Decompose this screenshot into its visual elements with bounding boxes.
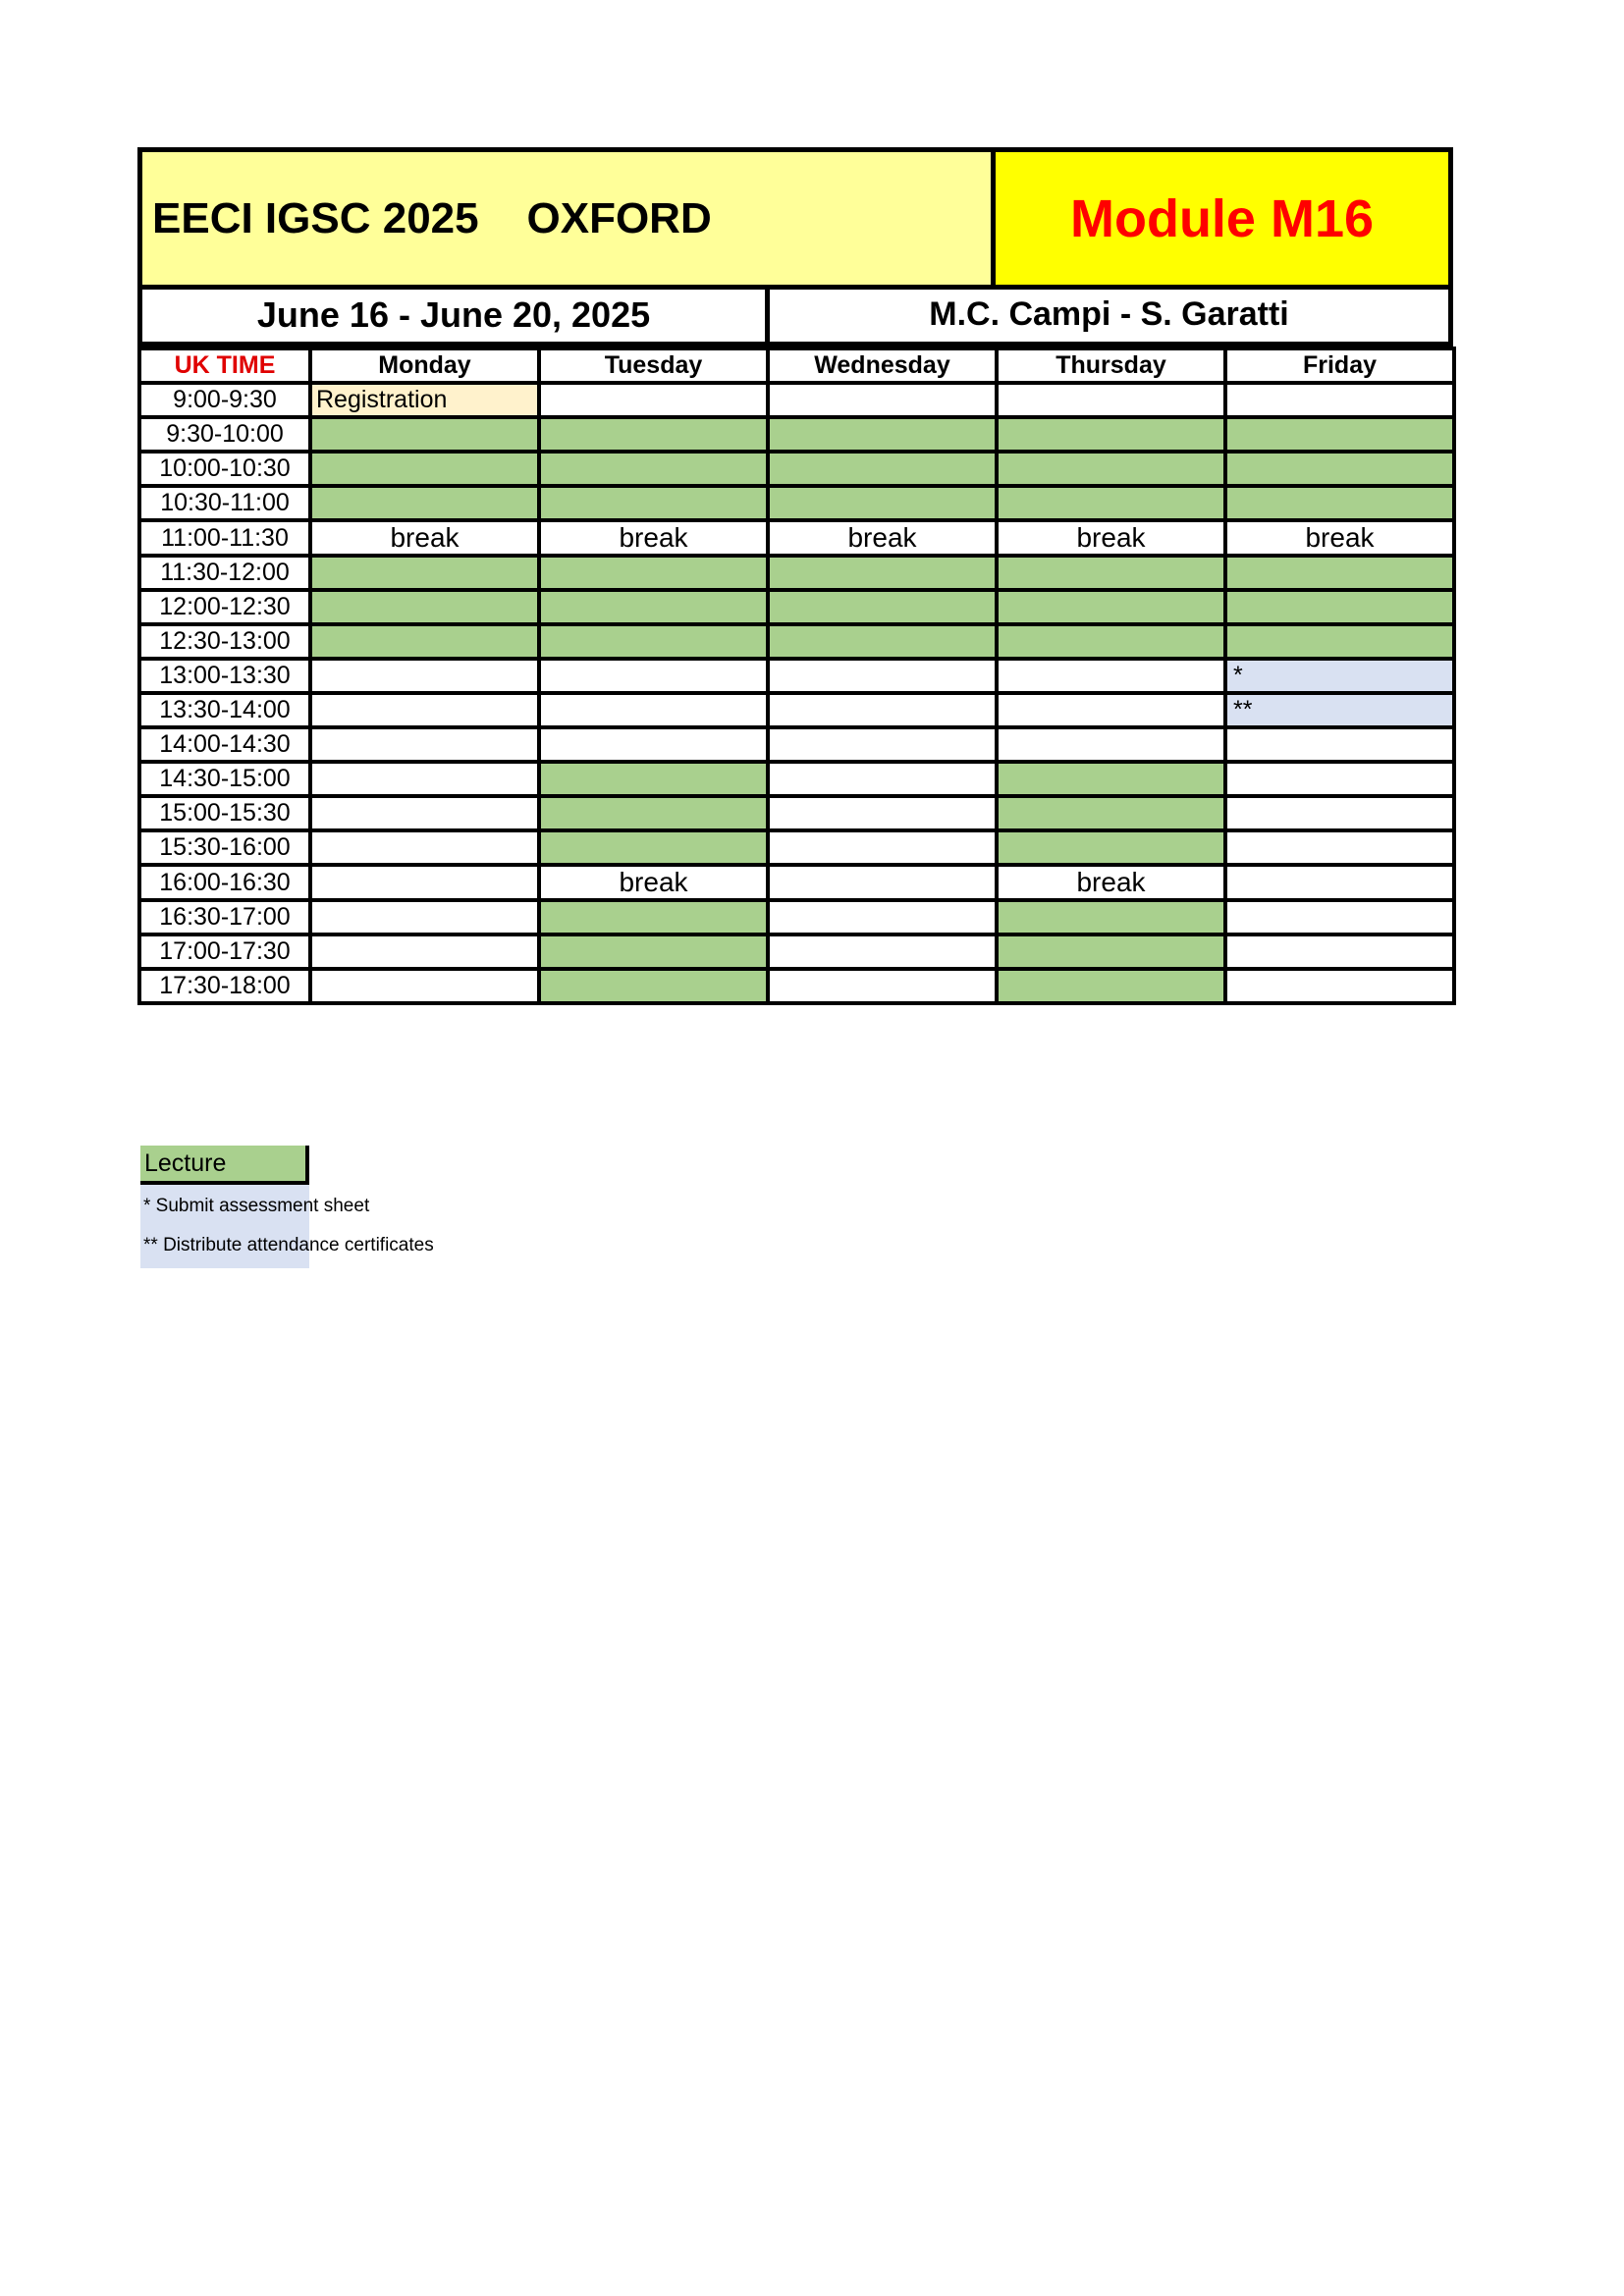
schedule-cell-friday: ** — [1225, 693, 1454, 727]
time-slot-cell: 15:30-16:00 — [139, 830, 310, 865]
time-slot-cell: 12:00-12:30 — [139, 590, 310, 624]
schedule-cell-wednesday — [768, 969, 997, 1003]
header-row — [137, 147, 1453, 290]
schedule-cell-thursday — [997, 762, 1225, 796]
schedule-cell-friday — [1225, 830, 1454, 865]
table-header-row — [139, 348, 1454, 383]
schedule-cell-tuesday — [539, 727, 768, 762]
schedule-cell-friday — [1225, 452, 1454, 486]
schedule-cell-tuesday — [539, 659, 768, 693]
schedule-cell-wednesday — [768, 383, 997, 417]
time-slot-cell: 16:30-17:00 — [139, 900, 310, 934]
schedule-cell-friday: break — [1225, 520, 1454, 556]
page-title: EECI IGSC 2025 OXFORD — [142, 152, 996, 285]
table-row — [139, 486, 1454, 520]
schedule-cell-thursday — [997, 486, 1225, 520]
table-row — [139, 417, 1454, 452]
schedule-cell-wednesday — [768, 762, 997, 796]
schedule-cell-tuesday: break — [539, 520, 768, 556]
schedule-cell-tuesday — [539, 969, 768, 1003]
schedule-cell-monday — [310, 556, 539, 590]
time-slot-cell: 13:30-14:00 — [139, 693, 310, 727]
schedule-cell-wednesday — [768, 727, 997, 762]
table-row — [139, 383, 1454, 417]
schedule-table — [137, 347, 1456, 1005]
schedule-cell-wednesday — [768, 693, 997, 727]
schedule-cell-tuesday — [539, 900, 768, 934]
schedule-cell-wednesday — [768, 900, 997, 934]
schedule-cell-wednesday — [768, 486, 997, 520]
schedule-cell-tuesday — [539, 624, 768, 659]
schedule-cell-thursday — [997, 624, 1225, 659]
schedule-cell-thursday: break — [997, 865, 1225, 900]
table-row — [139, 556, 1454, 590]
schedule-cell-thursday — [997, 900, 1225, 934]
schedule-cell-friday — [1225, 969, 1454, 1003]
column-header-friday: Friday — [1225, 348, 1454, 383]
schedule-cell-thursday — [997, 934, 1225, 969]
table-row — [139, 762, 1454, 796]
schedule-cell-friday — [1225, 727, 1454, 762]
schedule-cell-monday — [310, 452, 539, 486]
schedule-cell-friday — [1225, 417, 1454, 452]
table-row — [139, 900, 1454, 934]
schedule-cell-thursday — [997, 969, 1225, 1003]
time-slot-cell: 17:30-18:00 — [139, 969, 310, 1003]
schedule-cell-tuesday — [539, 796, 768, 830]
column-header-thursday: Thursday — [997, 348, 1225, 383]
schedule-cell-friday — [1225, 762, 1454, 796]
schedule-cell-friday — [1225, 624, 1454, 659]
schedule-cell-tuesday — [539, 556, 768, 590]
time-slot-cell: 13:00-13:30 — [139, 659, 310, 693]
schedule-cell-thursday — [997, 590, 1225, 624]
schedule-cell-tuesday: break — [539, 865, 768, 900]
schedule-cell-wednesday — [768, 865, 997, 900]
time-slot-cell: 9:30-10:00 — [139, 417, 310, 452]
schedule-cell-friday — [1225, 796, 1454, 830]
time-slot-cell: 17:00-17:30 — [139, 934, 310, 969]
schedule-cell-wednesday — [768, 659, 997, 693]
time-slot-cell: 12:30-13:00 — [139, 624, 310, 659]
table-row — [139, 969, 1454, 1003]
time-slot-cell: 11:30-12:00 — [139, 556, 310, 590]
schedule-cell-tuesday — [539, 693, 768, 727]
schedule-cell-wednesday — [768, 830, 997, 865]
schedule-cell-thursday — [997, 796, 1225, 830]
schedule-cell-monday — [310, 900, 539, 934]
time-slot-cell: 14:00-14:30 — [139, 727, 310, 762]
schedule-cell-monday — [310, 969, 539, 1003]
schedule-cell-wednesday — [768, 934, 997, 969]
date-range: June 16 - June 20, 2025 — [142, 288, 770, 342]
schedule-cell-thursday — [997, 727, 1225, 762]
column-header-wednesday: Wednesday — [768, 348, 997, 383]
table-row — [139, 830, 1454, 865]
table-row — [139, 452, 1454, 486]
time-slot-cell: 9:00-9:30 — [139, 383, 310, 417]
schedule-cell-monday — [310, 830, 539, 865]
column-header-monday: Monday — [310, 348, 539, 383]
schedule-cell-friday — [1225, 900, 1454, 934]
schedule-cell-wednesday — [768, 556, 997, 590]
time-slot-cell: 14:30-15:00 — [139, 762, 310, 796]
schedule-cell-friday: * — [1225, 659, 1454, 693]
table-row — [139, 520, 1454, 556]
schedule-cell-monday: break — [310, 520, 539, 556]
time-slot-cell: 10:30-11:00 — [139, 486, 310, 520]
schedule-cell-tuesday — [539, 830, 768, 865]
footnote-certificates: ** Distribute attendance certificates — [143, 1235, 434, 1255]
schedule-cell-monday — [310, 486, 539, 520]
schedule-cell-friday — [1225, 865, 1454, 900]
schedule-cell-tuesday — [539, 452, 768, 486]
column-header-time: UK TIME — [139, 348, 310, 383]
lecturers: M.C. Campi - S. Garatti — [929, 295, 1289, 333]
footnote-assessment: * Submit assessment sheet — [143, 1196, 370, 1216]
module-label: Module M16 — [996, 152, 1448, 285]
schedule-cell-wednesday — [768, 590, 997, 624]
table-row — [139, 727, 1454, 762]
schedule-cell-thursday — [997, 830, 1225, 865]
schedule-cell-wednesday — [768, 452, 997, 486]
table-row — [139, 659, 1454, 693]
schedule-cell-friday — [1225, 486, 1454, 520]
schedule-cell-monday — [310, 590, 539, 624]
schedule-cell-monday — [310, 727, 539, 762]
schedule-cell-monday — [310, 762, 539, 796]
time-slot-cell: 16:00-16:30 — [139, 865, 310, 900]
schedule-cell-wednesday: break — [768, 520, 997, 556]
schedule-cell-wednesday — [768, 417, 997, 452]
schedule-cell-tuesday — [539, 417, 768, 452]
schedule-cell-thursday — [997, 417, 1225, 452]
table-row — [139, 590, 1454, 624]
column-header-tuesday: Tuesday — [539, 348, 768, 383]
schedule-cell-thursday — [997, 383, 1225, 417]
schedule-body — [139, 383, 1454, 1003]
schedule-cell-wednesday — [768, 796, 997, 830]
schedule-cell-thursday — [997, 693, 1225, 727]
table-row — [139, 624, 1454, 659]
schedule-cell-tuesday — [539, 590, 768, 624]
legend-lecture: Lecture — [140, 1146, 309, 1185]
schedule-cell-thursday — [997, 452, 1225, 486]
schedule-cell-friday — [1225, 383, 1454, 417]
schedule-cell-tuesday — [539, 383, 768, 417]
schedule-cell-thursday: break — [997, 520, 1225, 556]
schedule-cell-monday — [310, 624, 539, 659]
schedule-cell-friday — [1225, 934, 1454, 969]
schedule-cell-monday — [310, 693, 539, 727]
schedule-cell-monday — [310, 865, 539, 900]
schedule-cell-monday — [310, 417, 539, 452]
table-row — [139, 693, 1454, 727]
schedule-cell-tuesday — [539, 486, 768, 520]
schedule-cell-wednesday — [768, 624, 997, 659]
schedule-cell-thursday — [997, 659, 1225, 693]
schedule-cell-monday — [310, 934, 539, 969]
schedule-cell-monday — [310, 796, 539, 830]
table-row — [139, 796, 1454, 830]
schedule-cell-monday — [310, 659, 539, 693]
time-slot-cell: 11:00-11:30 — [139, 520, 310, 556]
table-row — [139, 934, 1454, 969]
schedule-cell-thursday — [997, 556, 1225, 590]
schedule-cell-monday: Registration — [310, 383, 539, 417]
time-slot-cell: 10:00-10:30 — [139, 452, 310, 486]
schedule-cell-tuesday — [539, 934, 768, 969]
schedule-cell-tuesday — [539, 762, 768, 796]
schedule-cell-friday — [1225, 556, 1454, 590]
time-slot-cell: 15:00-15:30 — [139, 796, 310, 830]
schedule-cell-friday — [1225, 590, 1454, 624]
table-row — [139, 865, 1454, 900]
subheader-row — [137, 288, 1453, 347]
